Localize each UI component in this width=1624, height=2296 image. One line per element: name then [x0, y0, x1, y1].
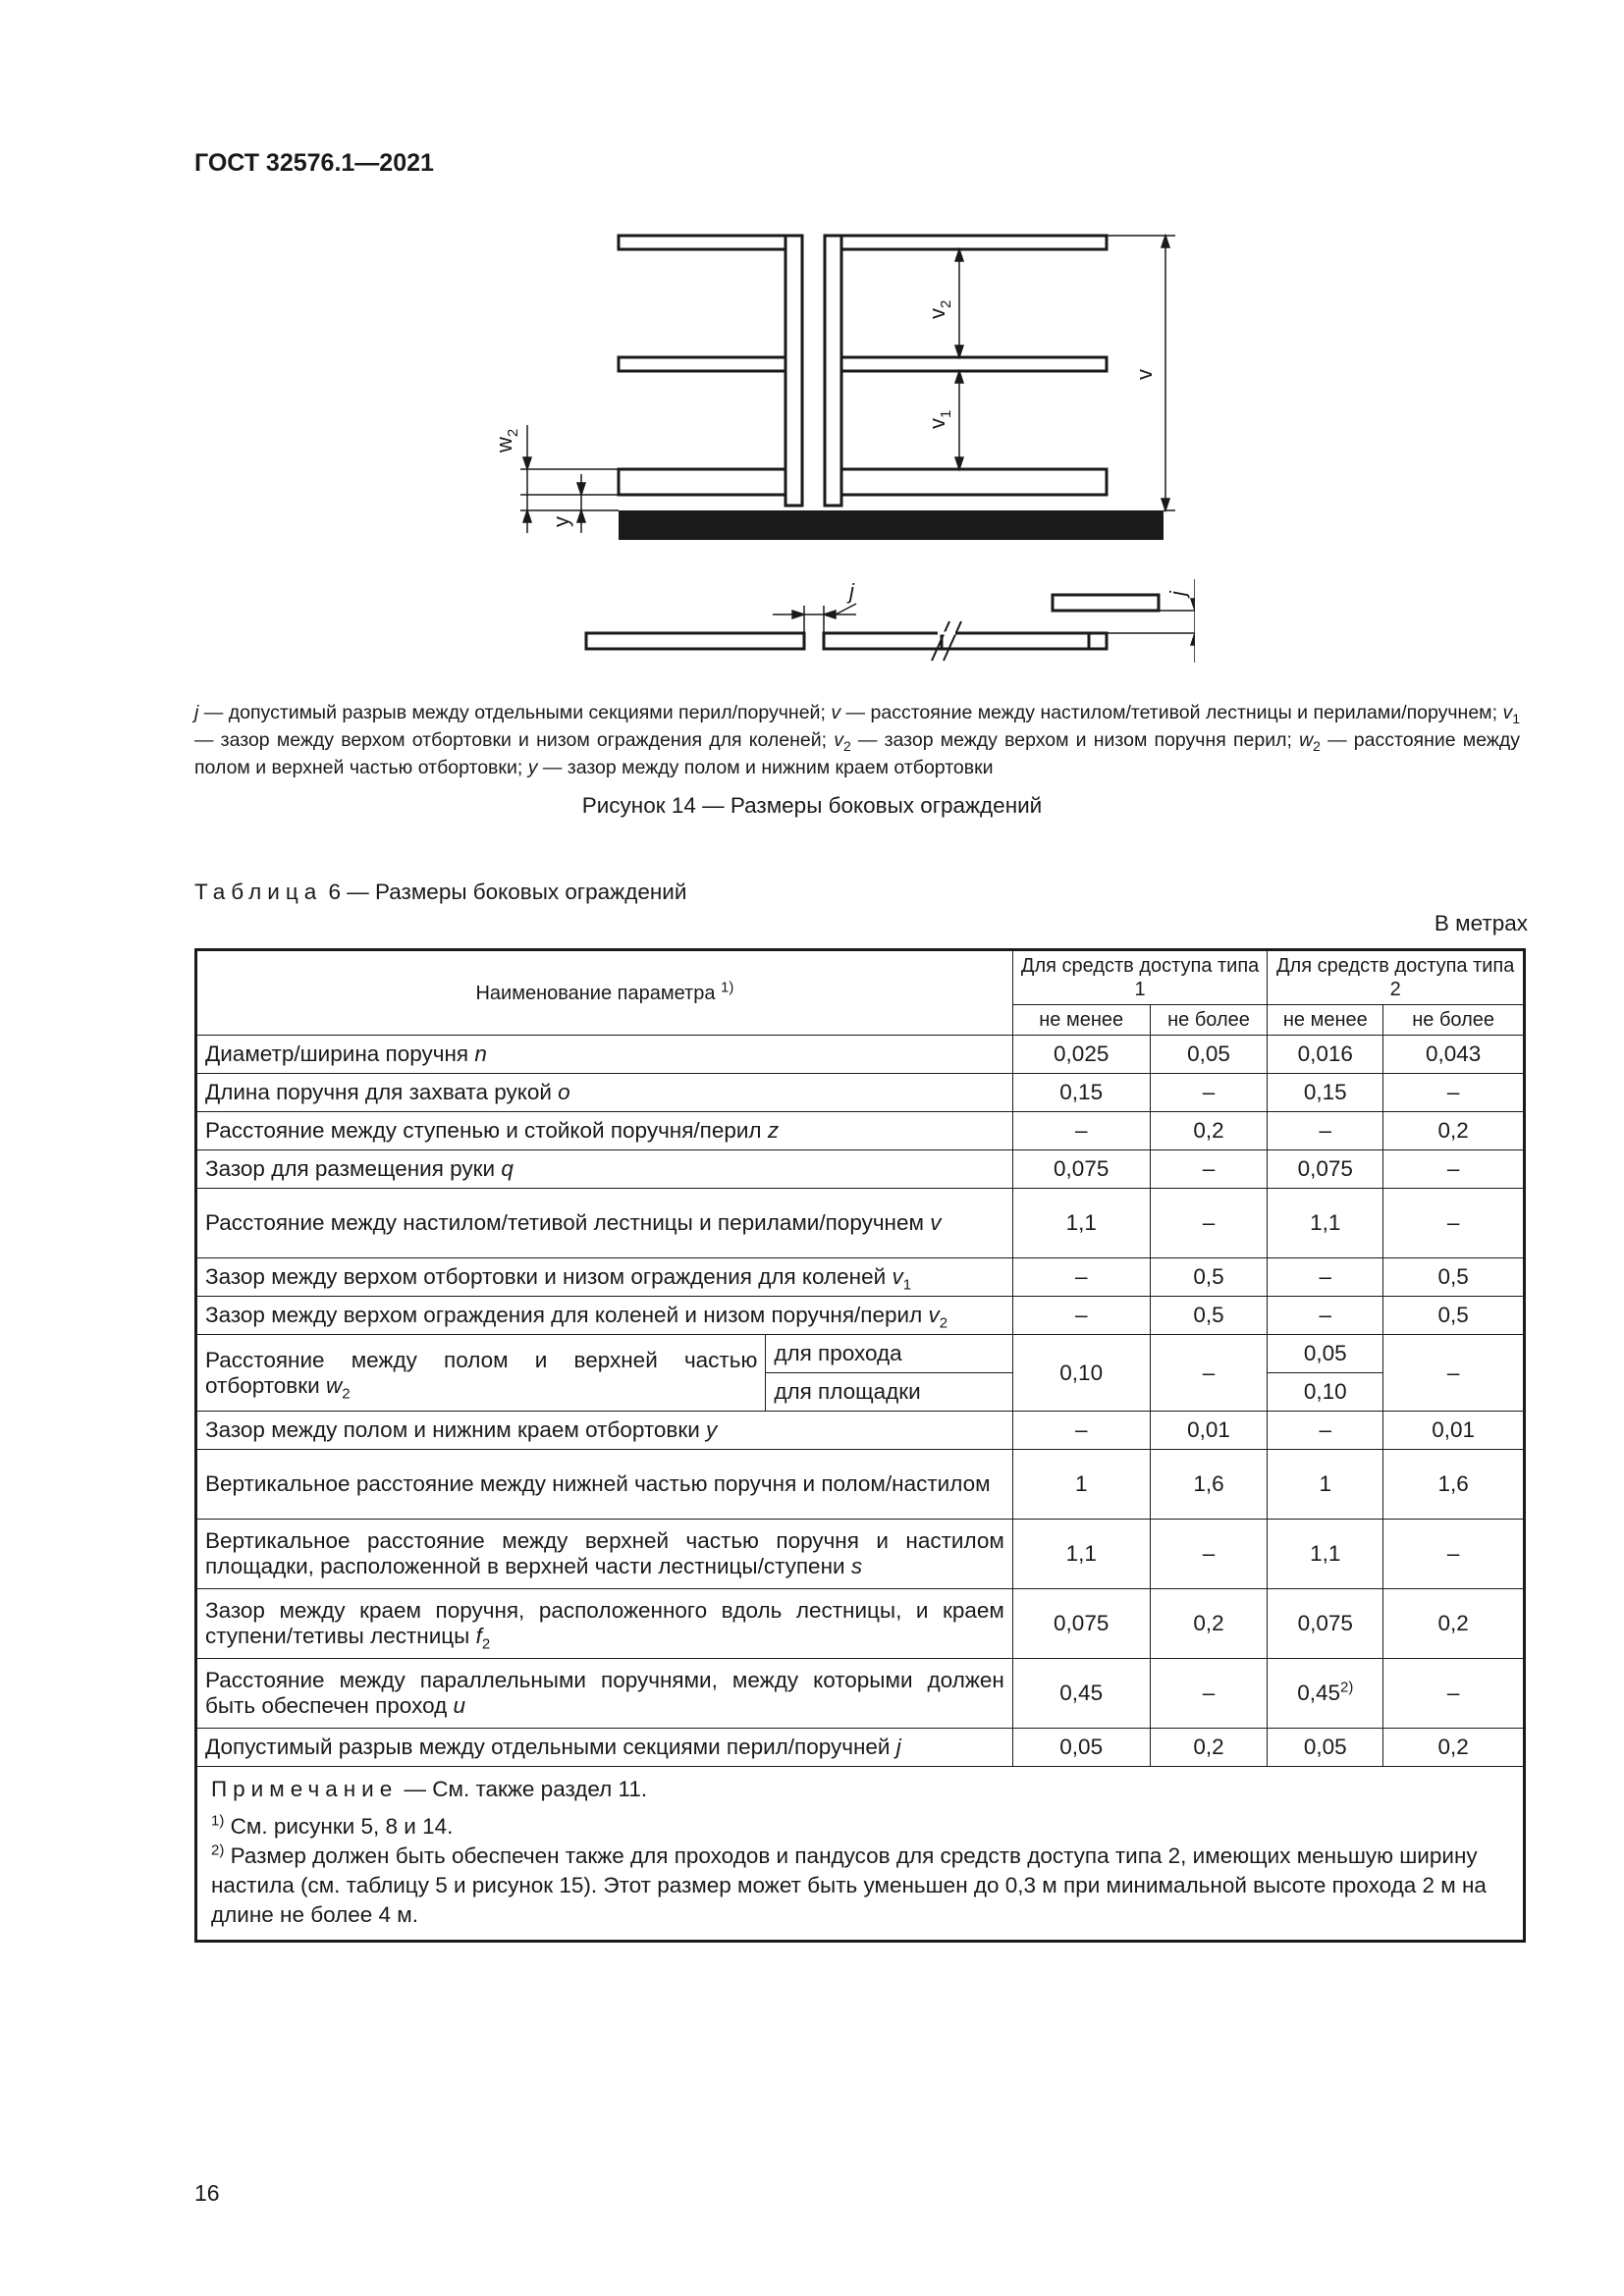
value-text: 0,2 [1193, 1611, 1224, 1635]
value-text: – [1446, 1681, 1460, 1705]
param-name-text: Длина поручня для захвата рукой [205, 1080, 559, 1104]
param-name-text: Расстояние между параллельными поручнями, между которыми должен быть обеспечен проход [205, 1668, 1004, 1718]
value-cell [1268, 1520, 1383, 1589]
rail-low-right [841, 469, 1107, 495]
value-text: – [1074, 1303, 1088, 1327]
plan-rail-left [586, 633, 804, 649]
post-left [785, 236, 802, 506]
header-min-1: не менее [1012, 1005, 1150, 1036]
param-name-text: Допустимый разрыв между отдельными секциями перил/поручней [205, 1735, 896, 1759]
param-symbol: q [501, 1156, 514, 1181]
label-j-right: j [1165, 591, 1190, 596]
legend-text: — расстояние между настилом/тетивой лестницы и перилами/поручнем; [840, 702, 1503, 723]
value-cell [1268, 1150, 1383, 1189]
value-cell [1150, 1036, 1268, 1074]
value-cell [1012, 1150, 1150, 1189]
param-symbol: u [453, 1693, 465, 1718]
value-cell [1268, 1297, 1383, 1335]
value-cell [1150, 1450, 1268, 1520]
footnote-mark: 2) [211, 1842, 225, 1859]
value-cell [1012, 1297, 1150, 1335]
value-cell [1383, 1729, 1525, 1767]
rail-mid-left [619, 357, 785, 371]
notes-cell [196, 1767, 1525, 1942]
figure-legend [194, 699, 1520, 781]
value-text: – [1074, 1118, 1088, 1143]
value-text: 0,075 [1054, 1611, 1110, 1635]
legend-text: — допустимый разрыв между отдельными секциями перил/поручней; [198, 702, 832, 723]
value-cell: – [1150, 1335, 1268, 1412]
value-text: 0,45 [1059, 1681, 1104, 1705]
value-cell [1268, 1589, 1383, 1659]
plan-rail-right-c [1089, 633, 1107, 649]
table-row [196, 1729, 1525, 1767]
value-text: 0,15 [1303, 1080, 1347, 1104]
value-text: – [1446, 1156, 1460, 1181]
note [211, 1775, 1511, 1804]
legend-symbol: v [834, 729, 843, 751]
table-row [196, 1074, 1525, 1112]
value-text: 0,025 [1054, 1041, 1110, 1066]
value-text: 0,15 [1059, 1080, 1104, 1104]
value-text: – [1202, 1080, 1216, 1104]
value-text: 0,075 [1054, 1156, 1110, 1181]
label-w2: $w_2$ [492, 428, 521, 453]
footnote-1 [211, 1812, 1511, 1842]
value-text: – [1202, 1156, 1216, 1181]
header-group-2: Для средств доступа типа 2 [1268, 950, 1525, 1005]
header-max-2: не более [1383, 1005, 1525, 1036]
param-name-text: Зазор между верхом ограждения для коленей и низом поручня/перил [205, 1303, 929, 1327]
param-symbol: j [895, 1735, 901, 1759]
header-param: Наименование параметра $^{1)}$ [196, 950, 1013, 1036]
value-cell [1012, 1589, 1150, 1659]
value-text: 0,05 [1303, 1735, 1347, 1759]
label-v1: $v_1$ [925, 409, 954, 429]
param-name-text: Зазор между краем поручня, расположенного вдоль лестницы, и краем ступени/тетивы лестницы [205, 1598, 1004, 1648]
param-symbol: v [892, 1264, 903, 1289]
table-row [196, 1258, 1525, 1297]
page-number: 16 [194, 2180, 220, 2206]
post-right [825, 236, 841, 506]
value-text: 1,6 [1437, 1471, 1469, 1496]
value-cell [1012, 1189, 1150, 1258]
param-name-text: Расстояние между настилом/тетивой лестницы и перилами/поручнем [205, 1210, 931, 1235]
plan-rail-offset [1053, 595, 1159, 611]
units-label: В метрах [1434, 911, 1528, 935]
value-cell [1383, 1659, 1525, 1729]
value-cell: 0,10 [1012, 1335, 1150, 1412]
dimensions-table [194, 948, 1526, 1943]
table-row [196, 1112, 1525, 1150]
value-cell [1268, 1074, 1383, 1112]
value-cell [1268, 1112, 1383, 1150]
value-cell [1012, 1659, 1150, 1729]
label-j-plan: j [849, 579, 854, 604]
param-symbol: v [930, 1210, 942, 1235]
param-symbol-sub: 1 [902, 1276, 912, 1294]
value-text: – [1319, 1303, 1332, 1327]
table-row [196, 1589, 1525, 1659]
rail-mid-right [841, 357, 1107, 371]
param-symbol: n [474, 1041, 487, 1066]
deck [619, 510, 1164, 540]
value-text: 0,2 [1437, 1735, 1469, 1759]
legend-symbol: v [831, 702, 841, 723]
legend-symbol: w [1299, 729, 1314, 751]
value-cell [1268, 1450, 1383, 1520]
table-row [196, 1659, 1525, 1729]
param-name [196, 1112, 1013, 1150]
value-cell [1383, 1450, 1525, 1520]
rail-low-left [619, 469, 785, 495]
param-name [196, 1074, 1013, 1112]
legend-symbol-sub: 2 [1313, 737, 1321, 754]
value-text: 0,01 [1432, 1417, 1475, 1442]
table-row [196, 1520, 1525, 1589]
value-text: 1,1 [1065, 1210, 1097, 1235]
value-cell [1383, 1589, 1525, 1659]
param-symbol: z [767, 1118, 780, 1143]
table-row [196, 1412, 1525, 1450]
table-row-split-a [196, 1335, 1525, 1373]
value-cell [1383, 1036, 1525, 1074]
sub-param-platform: для площадки [766, 1373, 1013, 1412]
value-text: 1 [1319, 1471, 1332, 1496]
footnote-2 [211, 1842, 1511, 1930]
value-cell [1150, 1659, 1268, 1729]
value-cell [1383, 1112, 1525, 1150]
param-name [196, 1412, 1013, 1450]
value-text: 0,016 [1297, 1041, 1353, 1066]
value-text: 0,2 [1437, 1118, 1469, 1143]
value-cell: – [1383, 1335, 1525, 1412]
param-name [196, 1335, 766, 1412]
value-text: – [1202, 1541, 1216, 1566]
value-text: 0,2 [1193, 1118, 1224, 1143]
value-text: – [1202, 1681, 1216, 1705]
value-cell [1012, 1520, 1150, 1589]
param-symbol-sub: 2 [939, 1314, 948, 1332]
param-name-text: Зазор между полом и нижним краем отбортовки [205, 1417, 707, 1442]
value-cell [1150, 1297, 1268, 1335]
param-name-text: Расстояние между полом и верхней частью отбортовки [205, 1347, 758, 1398]
value-text: 0,2 [1193, 1735, 1224, 1759]
param-symbol: y [706, 1417, 718, 1442]
param-name [196, 1150, 1013, 1189]
rail-top-left [619, 236, 785, 249]
value-cell [1383, 1297, 1525, 1335]
label-v2: $v_2$ [925, 299, 954, 319]
value-text: 0,45 [1297, 1681, 1341, 1705]
param-symbol-sub: 2 [481, 1635, 491, 1653]
figure-title: Рисунок 14 — Размеры боковых ограждений [581, 793, 1043, 818]
figure-14-drawing [488, 221, 1195, 672]
value-cell [1150, 1412, 1268, 1450]
value-cell [1150, 1150, 1268, 1189]
value-cell [1383, 1412, 1525, 1450]
value-cell [1383, 1074, 1525, 1112]
param-name-text: Зазор между верхом отбортовки и низом ограждения для коленей [205, 1264, 893, 1289]
table-title: Таблица 6 — Размеры боковых ограждений [194, 880, 687, 904]
table-row [196, 1150, 1525, 1189]
value-cell [1012, 1074, 1150, 1112]
value-cell [1268, 1189, 1383, 1258]
note-word: Примечание [211, 1777, 399, 1801]
value-text: 0,2 [1437, 1611, 1469, 1635]
value-text: 0,075 [1297, 1611, 1353, 1635]
value-text: 1,1 [1310, 1210, 1341, 1235]
param-name [196, 1589, 1013, 1659]
table-row [196, 1450, 1525, 1520]
value-cell [1268, 1036, 1383, 1074]
value-cell [1383, 1258, 1525, 1297]
value-text: 0,5 [1193, 1303, 1224, 1327]
value-text: 0,5 [1437, 1264, 1469, 1289]
table-row [196, 1297, 1525, 1335]
legend-symbol: v [1502, 702, 1513, 723]
param-name-text: Зазор для размещения руки [205, 1156, 502, 1181]
value-cell [1012, 1258, 1150, 1297]
value-text: 0,5 [1193, 1264, 1224, 1289]
value-text: 1,1 [1065, 1541, 1097, 1566]
param-symbol: v [928, 1303, 940, 1327]
value-cell [1268, 1412, 1383, 1450]
value-footnote-ref: 2) [1340, 1679, 1354, 1696]
value-text: 1 [1074, 1471, 1088, 1496]
value-text: – [1446, 1541, 1460, 1566]
param-name-text: Вертикальное расстояние между верхней частью поручня и настилом площадки, расположенной в верхней части лестницы/ступени [205, 1528, 1004, 1578]
value-cell [1150, 1258, 1268, 1297]
label-y: y [549, 516, 573, 527]
param-symbol: w [325, 1372, 343, 1398]
legend-text: — зазор между верхом и низом поручня перил; [850, 729, 1300, 751]
value-cell [1150, 1074, 1268, 1112]
footnote-mark: 1) [211, 1812, 225, 1830]
param-symbol-sub: 2 [342, 1385, 351, 1402]
value-text: – [1074, 1417, 1088, 1442]
param-name-text: Расстояние между ступенью и стойкой поручня/перил [205, 1118, 768, 1143]
sub-param-passage: для прохода [766, 1335, 1013, 1373]
value-text: 0,043 [1425, 1041, 1482, 1066]
value-text: 0,01 [1187, 1417, 1230, 1442]
param-name [196, 1258, 1013, 1297]
param-symbol: s [850, 1554, 863, 1578]
value-text: – [1202, 1210, 1216, 1235]
param-name [196, 1520, 1013, 1589]
header-max-1: не более [1150, 1005, 1268, 1036]
param-name [196, 1729, 1013, 1767]
value-cell [1150, 1729, 1268, 1767]
value-text: 0,05 [1187, 1041, 1230, 1066]
legend-text: — зазор между верхом отбортовки и низом ограждения для коленей; [194, 729, 835, 751]
value-cell [1383, 1150, 1525, 1189]
value-cell [1012, 1112, 1150, 1150]
value-text: – [1319, 1118, 1332, 1143]
value-cell [1150, 1589, 1268, 1659]
value-text: 1,6 [1193, 1471, 1224, 1496]
legend-text: — расстояние между полом и верхней частью отбортовки; [194, 729, 1520, 778]
header-min-2: не менее [1268, 1005, 1383, 1036]
legend-text: — зазор между полом и нижним краем отбортовки [537, 757, 994, 778]
page-header: ГОСТ 32576.1—2021 [194, 149, 434, 177]
value-text: – [1446, 1080, 1460, 1104]
value-cell [1383, 1520, 1525, 1589]
value-text: – [1319, 1417, 1332, 1442]
footnote-text: См. рисунки 5, 8 и 14. [224, 1814, 454, 1839]
header-group-1: Для средств доступа типа 1 [1012, 950, 1268, 1005]
table-row [196, 1036, 1525, 1074]
value-cell [1012, 1729, 1150, 1767]
value-text: – [1446, 1210, 1460, 1235]
plan-rail-right-a [824, 633, 942, 649]
note-text: — См. также раздел 11. [398, 1777, 648, 1801]
plan-rail-right-b [942, 633, 1089, 649]
param-name [196, 1297, 1013, 1335]
value-cell [1268, 1659, 1383, 1729]
footnote-text: Размер должен быть обеспечен также для проходов и пандусов для средств доступа типа 2, имеющих меньшую ширину настила (см. таблицу 5 и рисунок 15). Этот размер может быть уменьшен до 0,3 м при минимальной высоте прохода 2 м на длине не более 4 м. [211, 1843, 1487, 1927]
table-row [196, 1189, 1525, 1258]
value-text: 1,1 [1310, 1541, 1341, 1566]
value-cell [1012, 1036, 1150, 1074]
value-cell: 0,05 [1268, 1335, 1383, 1373]
value-cell [1150, 1520, 1268, 1589]
value-text: 0,075 [1297, 1156, 1353, 1181]
param-name [196, 1036, 1013, 1074]
param-symbol: f [475, 1624, 482, 1648]
rail-top-right [841, 236, 1107, 249]
param-name [196, 1450, 1013, 1520]
value-text: 0,05 [1059, 1735, 1104, 1759]
value-cell [1150, 1112, 1268, 1150]
value-cell [1150, 1189, 1268, 1258]
value-cell [1268, 1258, 1383, 1297]
table-notes [196, 1767, 1525, 1942]
param-name-text: Вертикальное расстояние между нижней частью поручня и полом/настилом [205, 1471, 991, 1496]
value-cell: 0,10 [1268, 1373, 1383, 1412]
value-cell [1012, 1412, 1150, 1450]
value-text: – [1074, 1264, 1088, 1289]
legend-symbol-sub: 1 [1512, 710, 1521, 726]
legend-symbol: j [194, 702, 199, 723]
value-cell [1012, 1450, 1150, 1520]
param-name [196, 1659, 1013, 1729]
value-text: 0,5 [1437, 1303, 1469, 1327]
param-name [196, 1189, 1013, 1258]
param-name-text: Диаметр/ширина поручня [205, 1041, 475, 1066]
value-cell [1383, 1189, 1525, 1258]
value-text: – [1319, 1264, 1332, 1289]
legend-symbol-sub: 2 [842, 737, 851, 754]
value-cell [1268, 1729, 1383, 1767]
label-v: v [1132, 369, 1157, 380]
legend-symbol: y [527, 757, 538, 778]
param-symbol: o [558, 1080, 570, 1104]
